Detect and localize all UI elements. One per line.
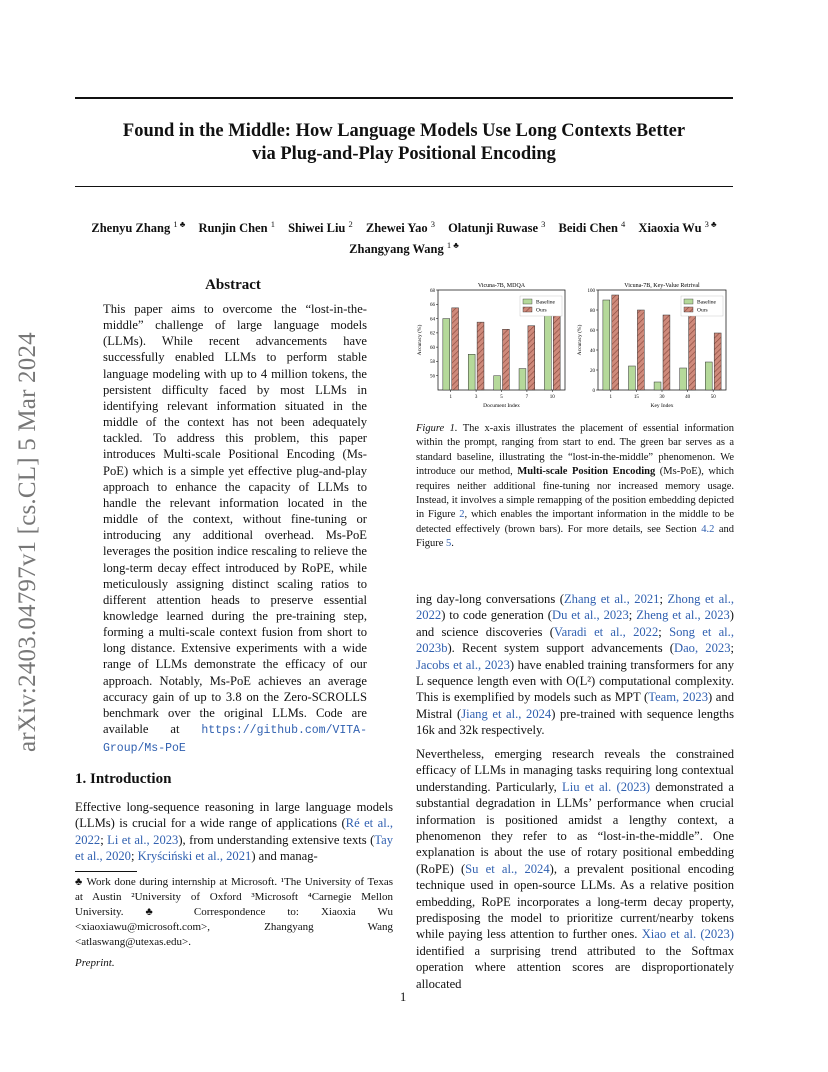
legend-swatch-baseline (523, 299, 532, 304)
x-tick-label: 10 (549, 395, 555, 400)
author: Runjin Chen $^1$ (198, 219, 275, 236)
legend-label: Ours (536, 307, 547, 314)
bar-baseline (468, 354, 475, 390)
y-tick-label: 68 (430, 288, 435, 294)
figure-ref-link[interactable]: 2 (459, 509, 465, 521)
x-tick-label: 7 (525, 395, 529, 400)
bar-baseline (519, 369, 526, 390)
y-tick-label: 20 (590, 368, 595, 374)
bar-ours (714, 333, 721, 390)
paper-title (75, 120, 733, 166)
citation-link[interactable]: Tay et al., 2020 (75, 832, 393, 863)
title-bottom-rule (75, 186, 733, 187)
section-heading-introduction: 1. Introduction (75, 771, 172, 787)
bar-ours (612, 295, 619, 390)
citation-link[interactable]: Zheng et al., 2023 (636, 608, 730, 623)
citation-link[interactable]: Su et al., 2024 (465, 861, 550, 876)
bar-ours (477, 322, 484, 390)
x-axis-label: Key Index (650, 403, 674, 409)
y-tick-label: 66 (430, 303, 435, 309)
title-line-1: Found in the Middle: How Language Models Use Long Contexts Better (122, 121, 686, 141)
citation-link[interactable]: Liu et al. (2023) (562, 779, 651, 794)
footnote: ♣ Work done during internship at Microsoft. ¹The University of Texas at Austin ²University of Oxford ³Microsoft ⁴Carnegie Mellon University. ♣ Correspondence to: Xiaoxia Wu <xiaoxiawu@microsoft.com>, Zhangyang Wang <atlaswang@utexas.edu>. (75, 876, 393, 948)
y-tick-label: 80 (590, 308, 595, 314)
y-tick-label: 40 (590, 348, 595, 354)
right-paragraph-1: ing day-long conversations (Zhang et al., 2021; Zhong et al., 2022) to code generation (Du et al., 2023; Zheng et al., 2023) and science discoveries (Varadi et al., 2022; Song et al., 2023b). Recent system support advancements (Dao, 2023; Jacobs et al., 2023) have enabled training transformers for any L sequence length even with O(L²) computational complexity. This is exemplified by models such as MPT (Team, 2023) and Mistral (Jiang et al., 2024) pre-trained with sequence lengths 16k and 32k respectively. (416, 592, 734, 738)
author: Xiaoxia Wu $^{3 ♣}$ (638, 219, 717, 236)
abstract-body: This paper aims to overcome the “lost-in-the-middle” challenge of large language models (LLMs). While recent advancements have successfully enabled LLMs to perform stable language modeling with up to 4 million tokens, the persistent difficulty faced by most LLMs in identifying relevant information situated in the middle of the context has not been adequately tackled. To address this problem, this paper introduces Multi-scale Positional Encoding (Ms-PoE) which is a simple yet effective plug-and-play approach to enhance the capacity of LLMs to handle the relevant information located in the middle of the context, without fine-tuning or introducing any additional overhead. Ms-PoE leverages the position indice rescaling to relieve the long-term decay effect introduced by RoPE, while meticulously assigning distinct scaling ratios to different attention heads to preserve essential knowledge learned during the pre-training step, forming a multi-scale context fusion from short to long distance. Extensive experiments with a wide range of LLMs demonstrate the efficacy of our approach. Notably, Ms-PoE achieves an average accuracy gain of up to 3.8 on the Zero-SCROLLS benchmark over the original LLMs. Code are available at https://github.com/VITA-Group/Ms-PoE (103, 302, 367, 756)
bar-ours (689, 314, 696, 390)
bar-ours (663, 315, 670, 390)
y-tick-label: 0 (592, 388, 595, 394)
bar-baseline (705, 362, 712, 390)
author: Zhenyu Zhang $^{1 ♣}$ (91, 219, 186, 236)
bar-baseline (544, 315, 551, 390)
x-tick-label: 40 (685, 395, 691, 400)
citation-link[interactable]: Zhong et al., 2022 (416, 592, 734, 623)
title-line-2: via Plug-and-Play Positional Encoding (252, 144, 556, 164)
citation-link[interactable]: Xiao et al. (2023) (641, 927, 735, 942)
bar-ours (637, 310, 644, 390)
right-paragraph-2: Nevertheless, emerging research reveals the constrained efficacy of LLMs in managing tasks requiring long contextual understanding. Particularly, Liu et al. (2023) demonstrated a substantial degradation in LLMs’ performance when crucial information is positioned amidst a lengthy context, a phenomenon they refer to as “lost-in-the-middle”. One explanation is about the use of rotary positional embedding (RoPE) (Su et al., 2024), a prevalent positional encoding technique used in open-source LLMs. As a relative position embedding, RoPE incorporates a long-term decay property, predisposing the model to prioritize current/nearby tokens while paying less attention to further ones. Xiao et al. (2023) identified a surprising trend attributed to the Softmax operation where attention scores are disproportionately allocated (416, 747, 735, 991)
citation-link[interactable]: Zhang et al., 2021 (563, 592, 660, 606)
author: Zhangyang Wang $^{1 ♣}$ (349, 240, 459, 257)
figure-1-caption: Figure 1. The x-axis illustrates the placement of essential information within the prompt, ranging from start to end. The green bar serves as a standard baseline, illustrating the “lost-in-the-middle” phenomenon. We introduce our method, Multi-scale Position Encoding (Ms-PoE), which requires neither additional fine-tuning nor increased memory usage. Instead, it involves a simple remapping of the position embedding depicted in Figure 2, which enables the important information in the middle to be detected effectively (brown bars). For more details, see Section 4.2 and Figure 5. (416, 423, 734, 550)
figure-1-charts (410, 280, 740, 414)
citation-link[interactable]: Team, 2023 (648, 690, 708, 705)
bar-baseline (603, 300, 610, 390)
citation-link[interactable]: Song et al., 2023b (416, 624, 734, 656)
section-ref-link[interactable]: 4.2 (701, 523, 715, 535)
y-tick-label: 64 (430, 317, 435, 323)
bar-ours (528, 326, 535, 390)
bar-baseline (443, 319, 450, 390)
citation-link[interactable]: Jacobs et al., 2023 (416, 657, 510, 672)
x-tick-label: 1 (609, 395, 613, 400)
arxiv-identifier: arXiv:2403.04797v1 [cs.CL] 5 Mar 2024 (14, 332, 41, 752)
bar-ours (503, 329, 510, 390)
x-tick-label: 15 (633, 395, 639, 400)
page-number: 1 (400, 990, 407, 1004)
x-tick-label: 5 (500, 395, 503, 400)
x-tick-label: 30 (659, 395, 665, 400)
citation-link[interactable]: Dao, 2023 (674, 641, 731, 656)
bar-ours (452, 308, 459, 390)
abstract-heading: Abstract (205, 277, 261, 293)
x-tick-label: 3 (474, 395, 478, 400)
x-axis-label: Document Index (483, 403, 520, 409)
y-tick-label: 62 (430, 331, 435, 337)
y-tick-label: 100 (587, 288, 595, 294)
x-tick-label: 1 (449, 395, 452, 400)
x-tick-label: 50 (710, 395, 716, 400)
y-axis-label: Accuracy (%) (577, 324, 583, 356)
citation-link[interactable]: Du et al., 2023 (551, 608, 629, 623)
legend-swatch-ours (523, 307, 532, 312)
y-axis-label: Accuracy (%) (417, 324, 423, 356)
citation-link[interactable]: Ré et al., 2022 (75, 816, 393, 847)
bar-baseline (628, 366, 635, 390)
bar-baseline (680, 368, 687, 390)
legend-swatch-baseline (684, 299, 693, 304)
footnote-rule (75, 871, 137, 872)
figure-ref-link[interactable]: 5 (446, 538, 452, 550)
author: Beidi Chen $^4$ (558, 219, 626, 236)
intro-paragraph: Effective long-sequence reasoning in large language models (LLMs) is crucial for a wide range of applications (Ré et al., 2022; Li et al., 2023), from understanding extensive texts (Tay et al., 2020; Kryściński et al., 2021) and manag- (75, 800, 393, 863)
citation-link[interactable]: Kryściński et al., 2021 (137, 848, 252, 863)
author: Zhewei Yao $^3$ (365, 219, 435, 236)
chart-title: Vicuna-7B, Key-Value Retrival (624, 283, 700, 289)
legend-label: Baseline (536, 299, 555, 306)
author: Olatunji Ruwase $^3$ (448, 219, 546, 236)
preprint-label: Preprint. (75, 957, 115, 969)
title-top-rule (75, 97, 733, 99)
bar-baseline (654, 382, 661, 390)
code-link[interactable]: https://github.com/VITA-Group/Ms-PoE (103, 724, 367, 756)
chart-title: Vicuna-7B, MDQA (477, 283, 526, 289)
citation-link[interactable]: Jiang et al., 2024 (461, 706, 552, 721)
citation-link[interactable]: Li et al., 2023 (107, 832, 179, 847)
y-tick-label: 56 (430, 374, 435, 380)
citation-link[interactable]: Varadi et al., 2022 (553, 624, 659, 639)
y-tick-label: 60 (590, 328, 595, 334)
author-list (75, 216, 733, 258)
y-tick-label: 58 (430, 360, 435, 366)
legend-swatch-ours (684, 307, 693, 312)
y-tick-label: 60 (430, 345, 435, 351)
author: Shiwei Liu $^2$ (288, 219, 353, 236)
legend-label: Ours (697, 307, 708, 314)
figure-label: Figure 1. (416, 423, 458, 434)
legend-label: Baseline (697, 299, 716, 306)
bar-baseline (494, 376, 501, 390)
